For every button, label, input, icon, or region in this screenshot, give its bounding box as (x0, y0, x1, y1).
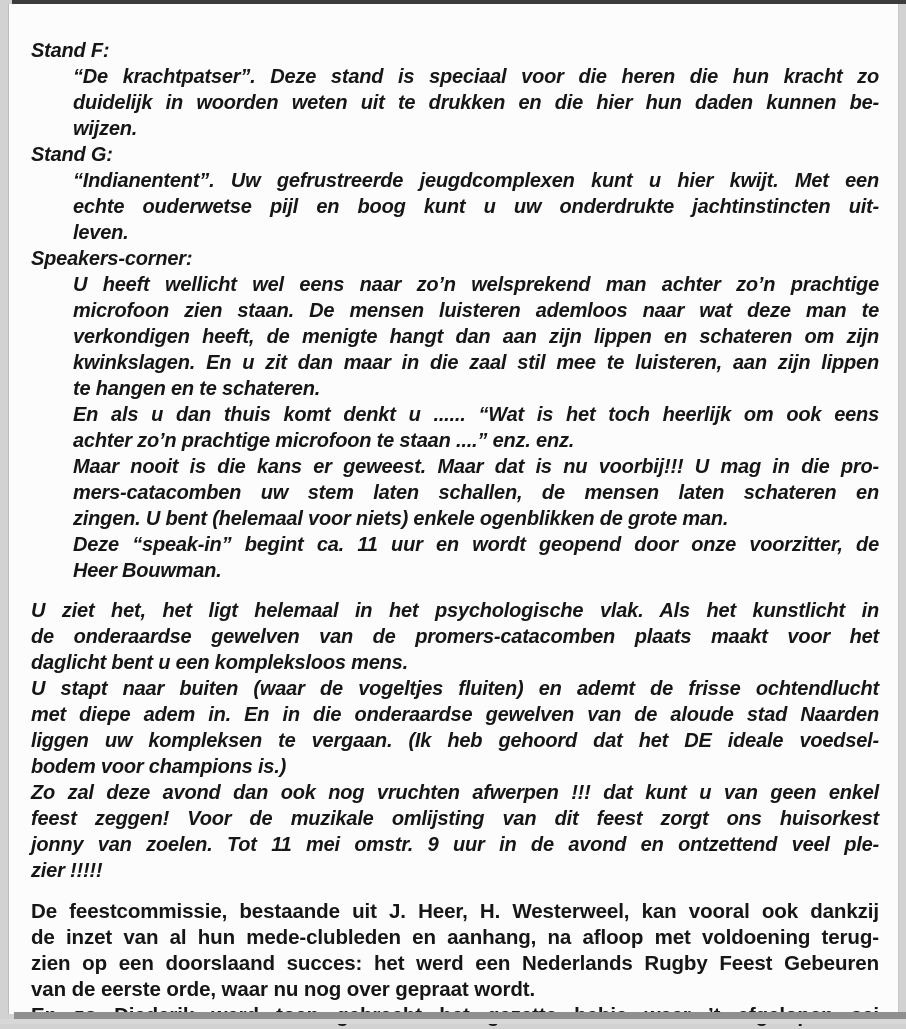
text-line: de inzet van al hun mede-clubleden en aanhang, na afloop met voldoening terug- (31, 926, 879, 949)
spacer (31, 584, 879, 598)
scan-top-edge (12, 0, 906, 4)
document-text (31, 38, 879, 1015)
text-line: liggen uw kompleksen te vergaan. (Ik heb gehoord dat het DE ideale voedsel- (31, 730, 879, 752)
text-line: En als u dan thuis komt denkt u ...... “Wat is het toch heerlijk om ook eens (73, 404, 879, 426)
paragraph (31, 780, 879, 884)
paragraph (31, 168, 879, 246)
text-line: de onderaardse gewelven van de promers-catacomben plaats maakt voor het (31, 626, 879, 648)
text-line: daglicht bent u een kompleksloos mens. (31, 652, 408, 674)
text-line: wijzen. (73, 118, 138, 140)
paragraph (31, 454, 879, 532)
text-line: verkondigen heeft, de menigte hangt dan aan zijn lippen en schateren om zijn (73, 326, 879, 348)
spacer (31, 884, 879, 899)
text-line: “Indianentent”. Uw gefrustreerde jeugdcomplexen kunt u hier kwijt. Met een (73, 170, 879, 192)
paragraph (31, 598, 879, 676)
paragraph (31, 64, 879, 142)
text-line: Heer Bouwman. (73, 560, 222, 582)
text-line: achter zo’n prachtige microfoon te staan ....” enz. enz. (73, 430, 575, 452)
text-line: “De krachtpatser”. Deze stand is speciaal voor die heren die hun kracht zo (73, 66, 879, 88)
scan-bottom-edge (14, 1012, 906, 1019)
text-line: jonny van zoelen. Tot 11 mei omstr. 9 uur in de avond en ontzettend veel ple- (31, 834, 879, 856)
text-line: microfoon zien staan. De mensen luisteren ademloos naar wat deze man te (73, 300, 879, 322)
paragraph (31, 676, 879, 780)
text-line: mers-catacomben uw stem laten schallen, de mensen laten schateren en (73, 482, 879, 504)
text-line: echte ouderwetse pijl en boog kunt u uw onderdrukte jachtinstincten uit- (73, 196, 879, 218)
text-line: zien op een doorslaand succes: het werd een Nederlands Rugby Feest Gebeuren (31, 952, 879, 975)
text-line: met diepe adem in. En in die onderaardse gewelven van de aloude stad Naarden (31, 704, 879, 726)
text-line: Maar nooit is die kans er geweest. Maar dat is nu voorbij!!! U mag in die pro- (73, 456, 879, 478)
text-line: U ziet het, het ligt helemaal in het psychologische vlak. Als het kunstlicht in (31, 600, 879, 622)
paragraph (31, 532, 879, 584)
paragraph (31, 402, 879, 454)
paragraph (31, 899, 879, 1003)
text-line: Zo zal deze avond dan ook nog vruchten afwerpen !!! dat kunt u van geen enkel (31, 782, 879, 804)
paragraph (31, 272, 879, 402)
text-line: Deze “speak-in” begint ca. 11 uur en wordt geopend door onze voorzitter, de (73, 534, 879, 556)
text-line: feest zeggen! Voor de muzikale omlijsting van dit feest zorgt ons huisorkest (31, 808, 879, 830)
text-line: U stapt naar buiten (waar de vogeltjes fluiten) en ademt de frisse ochtendlucht (31, 678, 879, 700)
text-line: kwinkslagen. En u zit dan maar in die zaal stil mee te luisteren, aan zijn lippen (73, 352, 879, 374)
text-line: bodem voor champions is.) (31, 756, 287, 778)
text-line: leven. (73, 222, 129, 244)
text-line: zingen. U bent (helemaal voor niets) enkele ogenblikken de grote man. (73, 508, 729, 530)
section-label: Speakers-corner: (31, 248, 193, 270)
text-line: te hangen en te schateren. (73, 378, 321, 400)
paper (8, 4, 899, 1014)
text-line: De feestcommissie, bestaande uit J. Heer, H. Westerweel, kan vooral ook dankzij (31, 900, 879, 923)
text-line: U heeft wellicht wel eens naar zo’n welsprekend man achter zo’n prachtige (73, 274, 879, 296)
text-line: zier !!!!! (31, 860, 103, 882)
section-label: Stand G: (31, 144, 113, 166)
text-line: duidelijk in woorden weten uit te drukken en die hier hun daden kunnen be- (73, 92, 879, 114)
section-label: Stand F: (31, 40, 110, 62)
scan-bottom-margin (0, 1019, 906, 1024)
text-line: van de eerste orde, waar nu nog over gepraat wordt. (31, 978, 536, 1001)
